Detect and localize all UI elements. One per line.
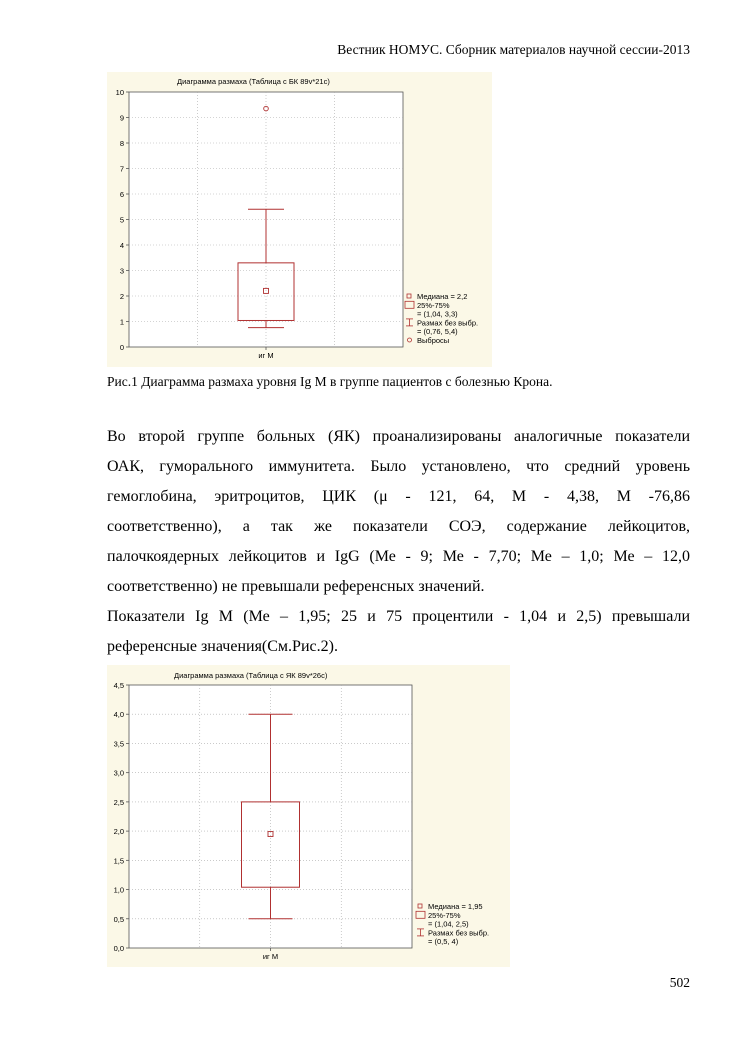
paragraph-line: референсные значения(См.Рис.2). <box>107 638 338 655</box>
y-tick-label: 10 <box>115 88 124 97</box>
legend-label: Медиана = 2,2 <box>417 292 468 301</box>
page-number: 502 <box>669 975 690 990</box>
legend-label: = (1,04, 2,5) <box>428 919 469 929</box>
legend-label: = (0,76, 5,4) <box>417 327 458 337</box>
y-tick-label: 6 <box>119 190 124 199</box>
y-tick-label: 3 <box>119 266 124 276</box>
legend-outlier-icon <box>408 338 412 342</box>
y-tick-label: 2 <box>119 292 124 301</box>
legend-label: Выбросы <box>417 336 450 345</box>
y-tick-label: 2,0 <box>113 827 124 837</box>
y-tick-label: 4,5 <box>113 681 124 690</box>
paragraph-line: соответственно) не превышали референсных значений. <box>107 578 485 595</box>
chart-title: Диаграмма размаха (Таблица с ЯК 89v*26c) <box>174 671 328 680</box>
legend-median-icon <box>407 294 411 298</box>
boxplot-svg-bk <box>107 72 492 367</box>
legend-label: 25%-75% <box>417 300 450 310</box>
y-tick-label: 0,5 <box>113 914 124 924</box>
paragraph-igm <box>107 602 690 662</box>
chart-title: Диаграмма размаха (Таблица с БК 89v*21c) <box>177 77 330 86</box>
paragraph-line: гемоглобина, эритроцитов, ЦИК (μ - 121, 64, М - 4,38, М -76,86 <box>107 488 690 505</box>
boxplot-chart-bk <box>107 72 492 367</box>
y-tick-label: 0 <box>119 343 124 352</box>
legend-box-icon <box>405 301 414 308</box>
paragraph-line: Показатели Ig M (Ме – 1,95; 25 и 75 процентили - 1,04 и 2,5) превышали <box>107 608 690 625</box>
y-tick-label: 4 <box>119 241 124 250</box>
boxplot-svg-yak <box>107 665 510 967</box>
y-tick-label: 8 <box>119 139 124 148</box>
paragraph-yak-group <box>107 422 690 602</box>
legend-median-icon <box>418 904 422 908</box>
legend-label: = (0,5, 4) <box>428 937 459 947</box>
y-tick-label: 1 <box>119 317 124 327</box>
y-tick-label: 2,5 <box>113 797 124 807</box>
y-tick-label: 7 <box>119 164 124 174</box>
legend-label: Размах без выбр. <box>417 318 479 328</box>
journal-header: Вестник НОМУС. Сборник материалов научной сессии-2013 <box>337 42 690 57</box>
x-tick-label: иг М <box>258 351 274 360</box>
legend-label: Размах без выбр. <box>428 928 490 938</box>
legend-box-icon <box>416 911 425 918</box>
boxplot-chart-yak <box>107 665 510 967</box>
y-tick-label: 3,5 <box>113 739 124 749</box>
y-tick-label: 1,5 <box>113 856 124 866</box>
legend-label: = (1,04, 3,3) <box>417 309 458 319</box>
y-tick-label: 4,0 <box>113 710 124 720</box>
y-tick-label: 0,0 <box>113 944 124 953</box>
figure1-caption: Рис.1 Диаграмма размаха уровня Ig M в группе пациентов с болезнью Крона. <box>107 374 553 389</box>
x-tick-label: иг М <box>262 952 279 961</box>
legend-label: 25%-75% <box>428 910 461 920</box>
y-tick-label: 5 <box>119 215 124 225</box>
paragraph-line: палочкоядерных лейкоцитов и IgG (Ме - 9; Ме - 7,70; Ме – 1,0; Ме – 12,0 <box>107 548 690 565</box>
paragraph-line: Во второй группе больных (ЯК) проанализированы аналогичные показатели <box>107 428 690 445</box>
y-tick-label: 9 <box>119 113 124 123</box>
y-tick-label: 1,0 <box>113 885 124 895</box>
paragraph-line: соответственно), а так же показатели СОЭ, содержание лейкоцитов, <box>107 518 690 535</box>
legend-label: Медиана = 1,95 <box>428 902 483 911</box>
y-tick-label: 3,0 <box>113 768 124 778</box>
paragraph-line: ОАК, гуморального иммунитета. Было установлено, что средний уровень <box>107 458 690 475</box>
